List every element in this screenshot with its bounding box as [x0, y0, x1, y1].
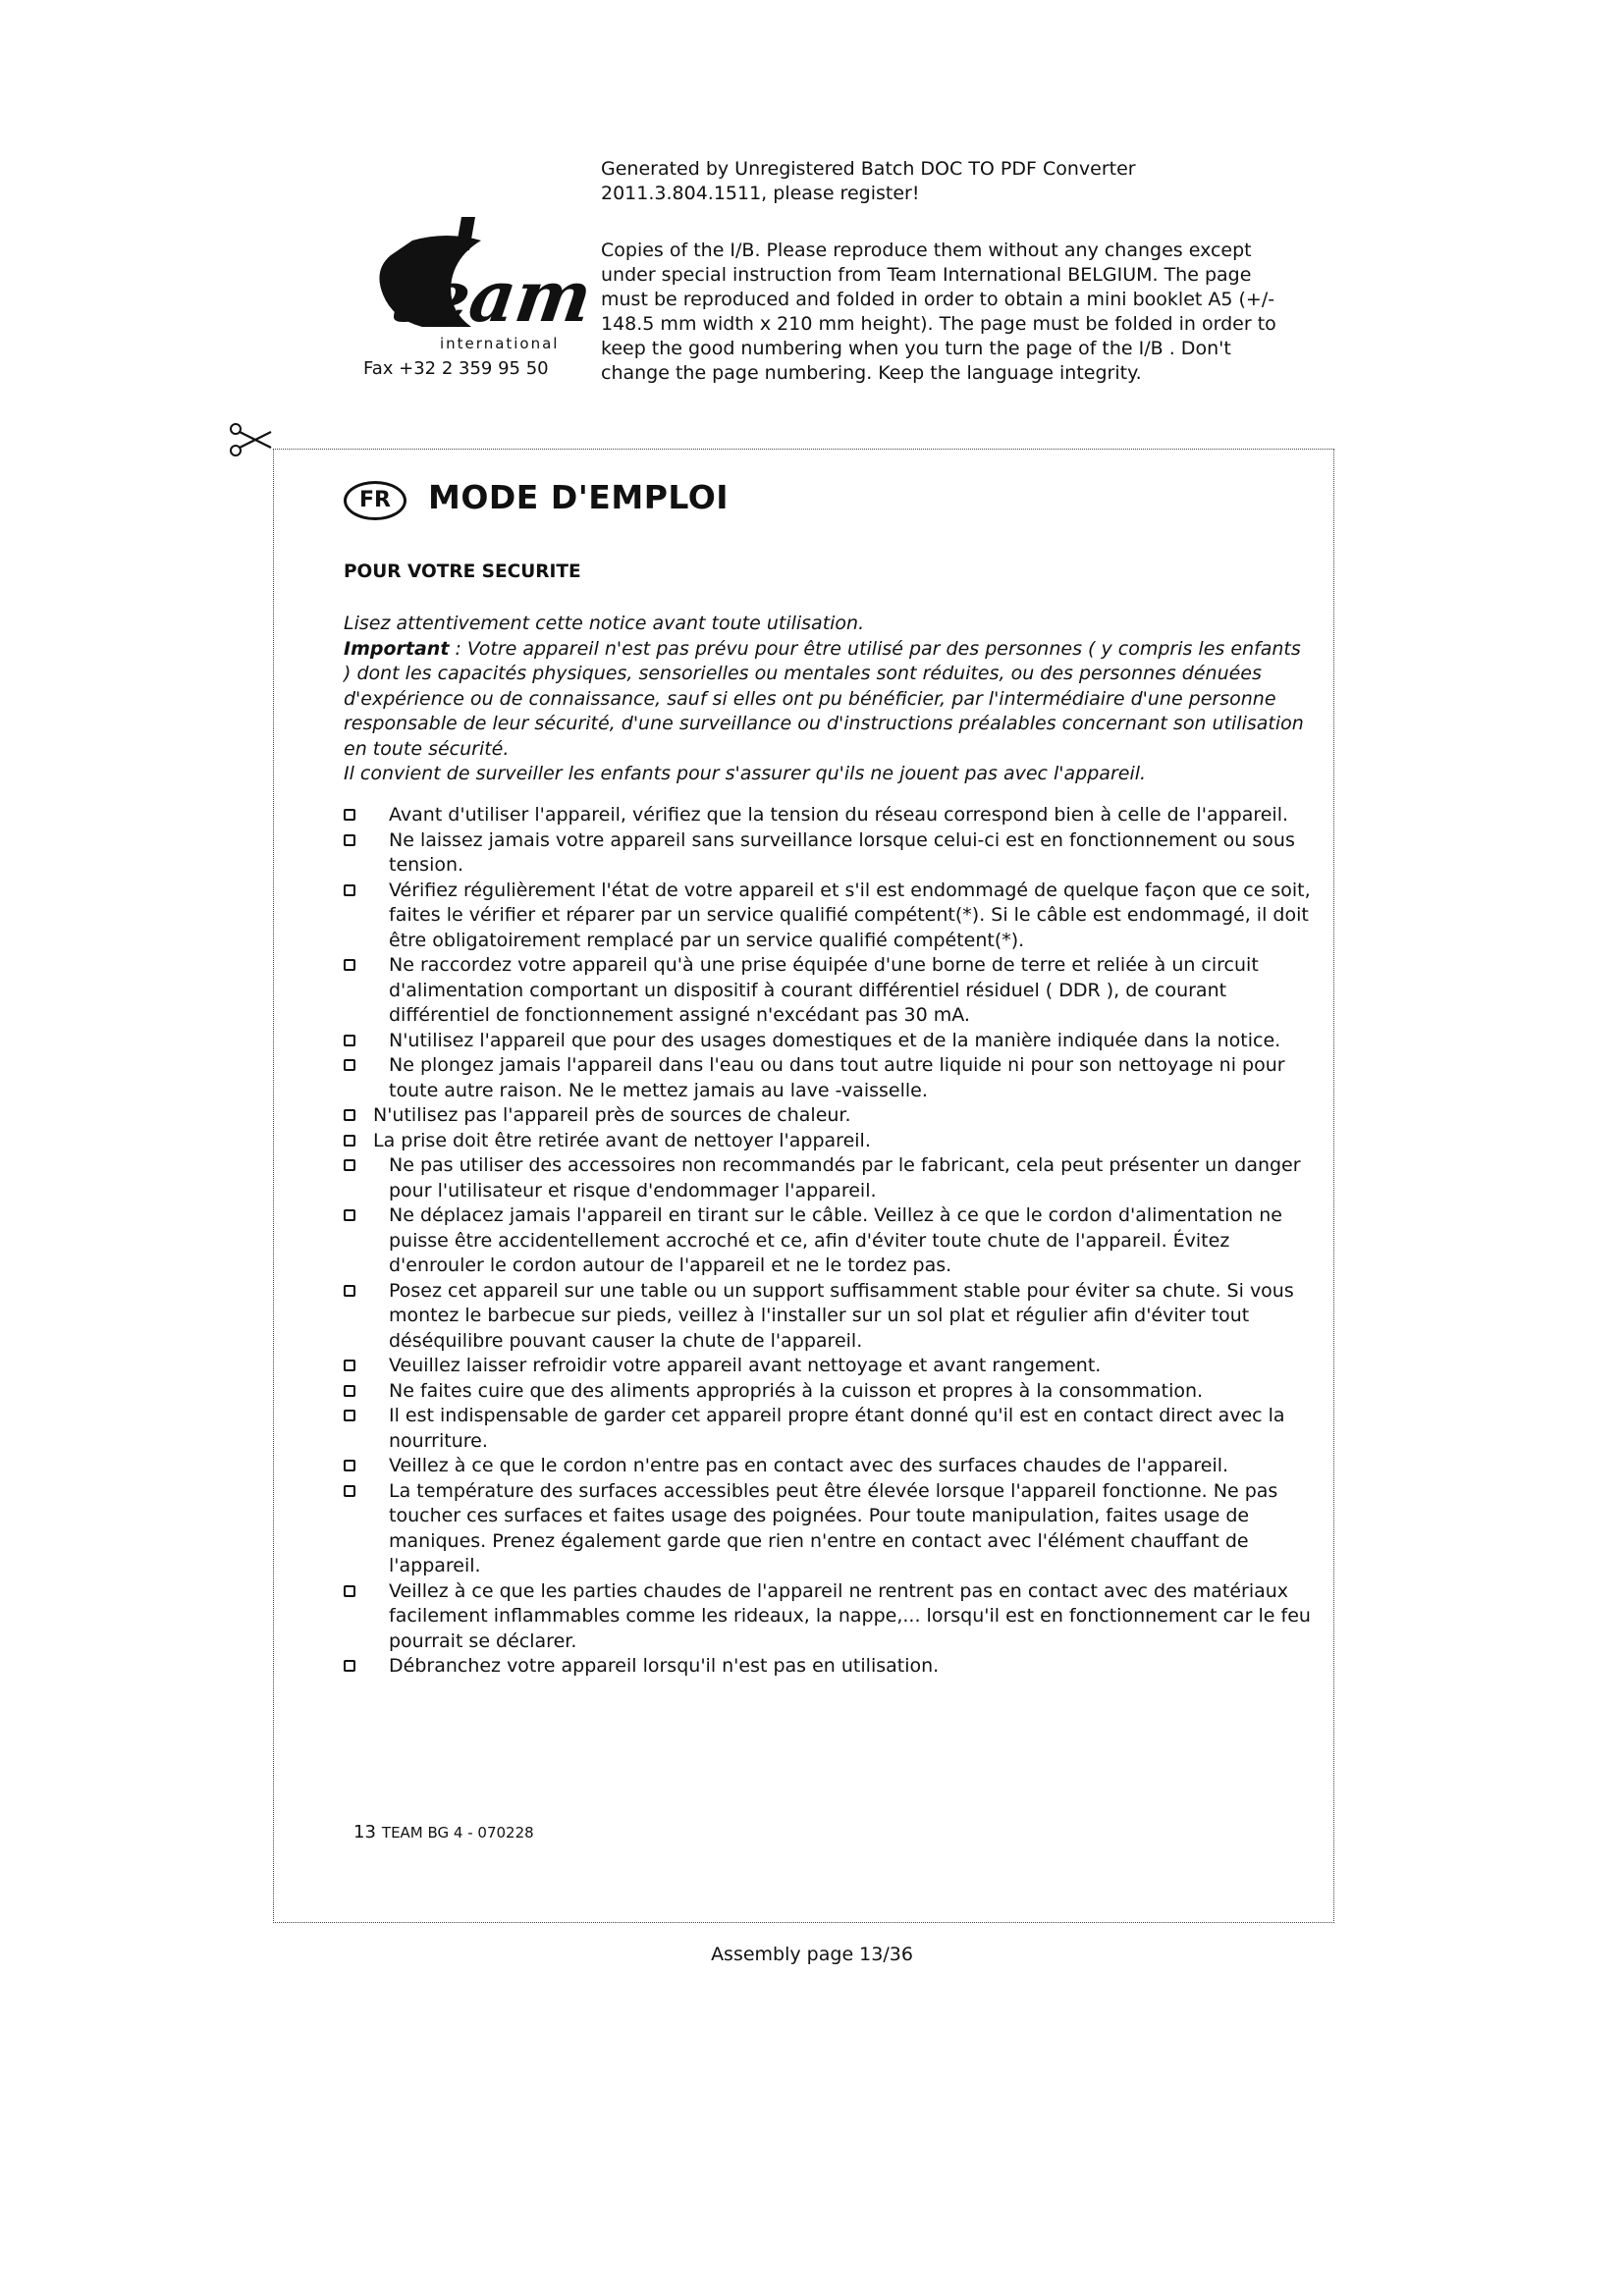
- checkbox-icon: [344, 1660, 355, 1672]
- list-item: [344, 1479, 1316, 1579]
- assembly-page-label: Assembly page 13/36: [711, 1944, 913, 1965]
- list-item-text: La prise doit être retirée avant de nettoyer l'appareil.: [373, 1129, 871, 1151]
- list-item: [344, 1579, 1316, 1655]
- list-item: [344, 1404, 1316, 1454]
- list-item: [344, 879, 1316, 954]
- list-item: [344, 828, 1316, 879]
- booklet-page-footer: [353, 1822, 534, 1842]
- list-item: [344, 1354, 1316, 1379]
- list-item-text: Veillez à ce que le cordon n'entre pas en contact avec des surfaces chaudes de l'appareil.: [389, 1455, 1229, 1476]
- safety-list: [344, 803, 1316, 1680]
- checkbox-icon: [344, 809, 355, 821]
- checkbox-icon: [344, 1285, 355, 1297]
- list-item: [344, 1279, 1316, 1355]
- list-item: [344, 1203, 1316, 1279]
- logo-wordmark: team: [386, 255, 597, 339]
- list-item-text: Il est indispensable de garder cet appareil propre étant donné qu'il est en contact direct avec la nourriture.: [389, 1405, 1285, 1452]
- important-paragraph: [344, 637, 1311, 763]
- list-item-text: Ne laissez jamais votre appareil sans surveillance lorsque celui-ci est en fonctionnement ou sous tension.: [389, 828, 1295, 876]
- list-item-text: Avant d'utiliser l'appareil, vérifiez que la tension du réseau correspond bien à celle de l'appareil.: [389, 804, 1289, 826]
- list-item: [344, 1153, 1316, 1203]
- checkbox-icon: [344, 1109, 355, 1121]
- checkbox-icon: [344, 1059, 355, 1071]
- list-item-text: Vérifiez régulièrement l'état de votre appareil et s'il est endommagé de quelque façon que ce soit, faites le vérifier et réparer par un service qualifié compétent(*). Si le câble est endommagé, il doit être obligatoirement remplacé par un service qualifié compétent(*).: [389, 879, 1311, 951]
- list-item-text: Ne déplacez jamais l'appareil en tirant sur le câble. Veillez à ce que le cordon d'alimentation ne puisse être accidentellement accroché et ce, afin d'éviter toute chute de l'appareil. Évitez d'enrouler le cordon autour de l'appareil et ne le tordez pas.: [389, 1204, 1282, 1276]
- list-item: [344, 803, 1316, 828]
- checkbox-icon: [344, 1385, 355, 1397]
- list-item-text: Débranchez votre appareil lorsqu'il n'est pas en utilisation.: [389, 1655, 940, 1677]
- list-item-text: Ne raccordez votre appareil qu'à une prise équipée d'une borne de terre et reliée à un circuit d'alimentation comportant un dispositif à courant différentiel résiduel ( DDR ), de courant différentiel de fonctionnement assigné n'excédant pas 30 mA.: [389, 954, 1259, 1026]
- model-code: TEAM BG 4 - 070228: [381, 1824, 534, 1842]
- safety-intro: [344, 612, 1311, 787]
- section-title: POUR VOTRE SECURITE: [344, 561, 581, 582]
- checkbox-icon: [344, 1035, 355, 1046]
- checkbox-icon: [344, 1485, 355, 1497]
- list-item: [344, 1029, 1316, 1054]
- list-item-text: Ne faites cuire que des aliments appropriés à la cuisson et propres à la consommation.: [389, 1379, 1204, 1402]
- page-number: 13: [353, 1822, 376, 1842]
- list-item: [344, 1053, 1316, 1103]
- list-item-text: Veillez à ce que les parties chaudes de l'appareil ne rentrent pas en contact avec des matériaux facilement inflammables comme les rideaux, la nappe,... lorsqu'il est en fonctionnement car le feu pourrait se déclarer.: [389, 1579, 1311, 1652]
- logo-subtext: international: [440, 335, 560, 352]
- checkbox-icon: [344, 1460, 355, 1471]
- checkbox-icon: [344, 834, 355, 846]
- checkbox-icon: [344, 1585, 355, 1597]
- important-text: : Votre appareil n'est pas prévu pour être utilisé par des personnes ( y compris les enfants ) dont les capacités physiques, sensorielles ou mentales sont réduites, ou des personnes dénuées d'expérience ou de connaissance, sauf si elles ont pu bénéficier, par l'intermédiaire d'une personne responsable de leur sécurité, d'une surveillance ou d'instructions préalables concernant son utilisation en toute sécurité.: [344, 637, 1304, 760]
- list-item-text: Ne pas utiliser des accessoires non recommandés par le fabricant, cela peut présenter un danger pour l'utilisateur et risque d'endommager l'appareil.: [389, 1154, 1301, 1201]
- list-item-text: Ne plongez jamais l'appareil dans l'eau ou dans tout autre liquide ni pour son nettoyage ni pour toute autre raison. Ne le mettez jamais au lave -vaisselle.: [389, 1054, 1285, 1101]
- list-item: [344, 1454, 1316, 1479]
- intro-line: Lisez attentivement cette notice avant toute utilisation.: [344, 613, 865, 634]
- list-item: [344, 1129, 1316, 1154]
- checkbox-icon: [344, 1360, 355, 1371]
- checkbox-icon: [344, 959, 355, 971]
- checkbox-icon: [344, 1410, 355, 1421]
- list-item-text: La température des surfaces accessibles peut être élevée lorsque l'appareil fonctionne. Ne pas toucher ces surfaces et faites usage des poignées. Pour toute manipulation, faites usage de maniques. Prenez également garde que rien n'entre en contact avec l'élément chauffant de l'appareil.: [389, 1479, 1278, 1576]
- list-item-text: Veuillez laisser refroidir votre appareil avant nettoyage et avant rangement.: [389, 1355, 1102, 1376]
- list-item-text: N'utilisez l'appareil que pour des usages domestiques et de la manière indiquée dans la notice.: [389, 1029, 1281, 1051]
- converter-notice: [601, 157, 1288, 206]
- important-label: Important: [344, 637, 450, 660]
- checkbox-icon: [344, 1209, 355, 1221]
- page-title: MODE D'EMPLOI: [428, 478, 730, 516]
- reproduction-instructions: Copies of the I/B. Please reproduce them without any changes except under special instruction from Team International BELGIUM. The page must be reproduced and folded in order to obtain a mini booklet A5 (+/- 148.5 mm width x 210 mm height). The page must be folded in order to keep the good numbering when you turn the page of the I/B . Don't change the page numbering. Keep the language integrity.: [601, 240, 1276, 384]
- list-item: [344, 1103, 1316, 1129]
- scissors-icon: [228, 422, 279, 457]
- checkbox-icon: [344, 1135, 355, 1147]
- converter-notice-line1: Generated by Unregistered Batch DOC TO PDF Converter: [601, 158, 1136, 180]
- fax-number: Fax +32 2 359 95 50: [363, 358, 549, 379]
- team-international-logo: [353, 211, 597, 358]
- converter-notice-line2: 2011.3.804.1511, please register!: [601, 183, 920, 204]
- checkbox-icon: [344, 884, 355, 896]
- language-badge: FR: [344, 481, 406, 520]
- checkbox-icon: [344, 1159, 355, 1171]
- list-item: [344, 1654, 1316, 1680]
- list-item-text: N'utilisez pas l'appareil près de sources de chaleur.: [373, 1104, 851, 1126]
- list-item: [344, 953, 1316, 1029]
- list-item: [344, 1379, 1316, 1405]
- supervision-line: Il convient de surveiller les enfants pour s'assurer qu'ils ne jouent pas avec l'appareil.: [344, 763, 1147, 784]
- list-item-text: Posez cet appareil sur une table ou un support suffisamment stable pour éviter sa chute. Si vous montez le barbecue sur pieds, veillez à l'installer sur un sol plat et régulier afin d'éviter tout déséquilibre pouvant causer la chute de l'appareil.: [389, 1279, 1294, 1352]
